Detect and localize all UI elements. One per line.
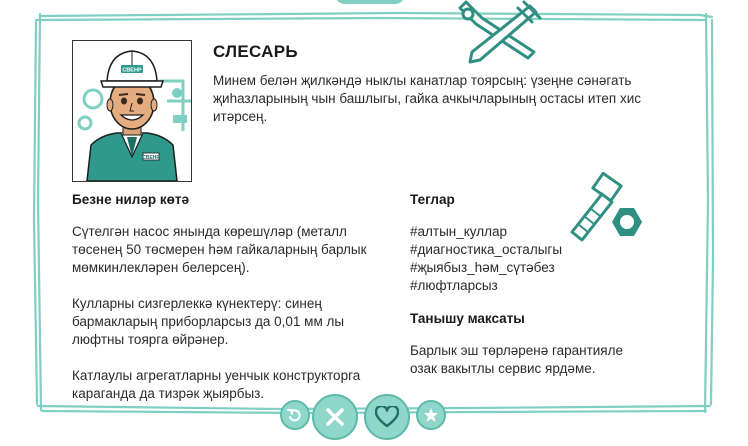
- star-icon: [423, 407, 439, 423]
- tools-icon: [440, 0, 560, 70]
- superlike-button[interactable]: [416, 400, 446, 430]
- top-handle: [335, 0, 405, 4]
- tag-item: #диагностика_осталыгы: [410, 242, 563, 257]
- goal-heading: Танышу максаты: [410, 311, 525, 326]
- worker-illustration: [73, 41, 191, 181]
- tag-item: #алтын_куллар: [410, 224, 508, 239]
- goal-text: Барлык эш төрләренә гарантияле озак вакытлы сервис ярдәме.: [410, 343, 624, 376]
- skip-button[interactable]: [312, 394, 358, 440]
- action-bar: [272, 392, 472, 446]
- what-awaits-paragraph: Кулларны сизгерлеккә күнектерү: синең бармакларың приборларсыз да 0,01 мм лы люфтны тоярга өйрәнер.: [72, 296, 345, 347]
- worker-avatar: [72, 40, 192, 182]
- helmet-label: СВЕНР: [122, 67, 142, 74]
- heart-icon: [375, 406, 399, 428]
- tags-section: [410, 192, 650, 396]
- tag-item: #җыябыз_һәм_сүтәбез: [410, 260, 555, 275]
- vest-label: СВЕНР: [142, 155, 160, 161]
- undo-icon: [287, 407, 303, 423]
- what-awaits-section: [72, 192, 372, 421]
- like-button[interactable]: [364, 394, 410, 440]
- tag-item: #люфтларсыз: [410, 278, 498, 293]
- what-awaits-paragraph: Катлаулы агрегатларны уенчык конструкторга караганда да тизрәк җыярбыз.: [72, 368, 361, 401]
- undo-button[interactable]: [280, 400, 310, 430]
- profile-title: СЛЕСАРЬ: [213, 42, 298, 61]
- profile-description: Минем белән җилкәндә ныклы канатлар тоярсың: үзеңне сәнәгать җиһазларының чын башлыгы, гайка ачкычларының остасы итеп хис итәрсең.: [213, 73, 642, 124]
- close-icon: [324, 406, 346, 428]
- what-awaits-paragraph: Сүтелгән насос янында көрешүләр (металл төсенең 50 төсмерен һәм гайкаларның барлык мөмкинлекләрен белерсең).: [72, 224, 367, 275]
- tags-list: [410, 223, 650, 295]
- tags-heading: Теглар: [410, 192, 455, 207]
- what-awaits-heading: Безне ниләр көтә: [72, 192, 189, 207]
